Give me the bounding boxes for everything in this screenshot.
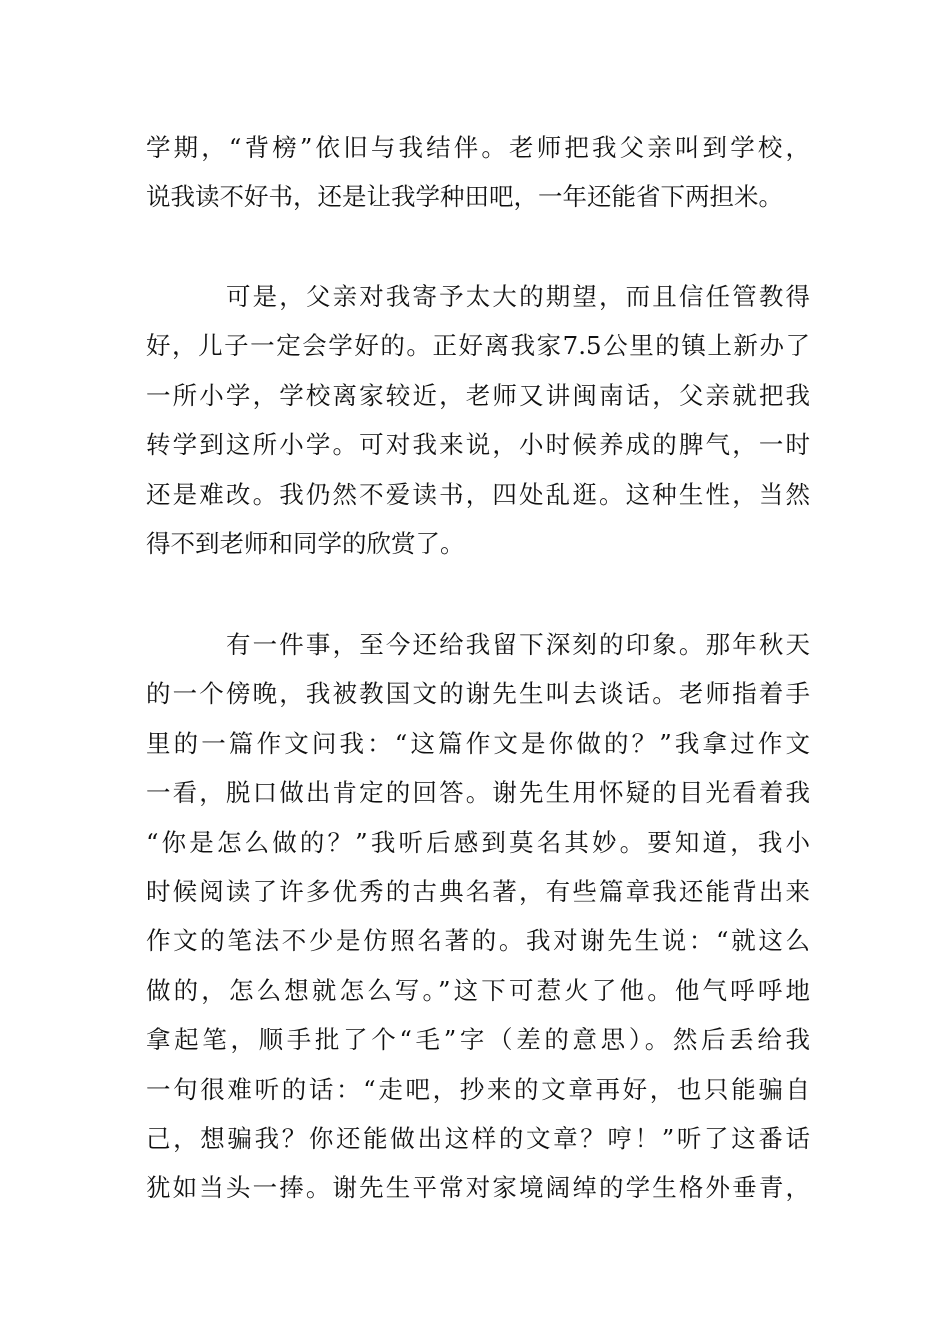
text-line: 一所小学，学校离家较近，老师又讲闽南话，父亲就把我 [146,380,810,410]
text-line: 里的一篇作文问我：“这篇作文是你做的？”我拿过作文 [146,728,810,758]
text-line: 有一件事，至今还给我留下深刻的印象。那年秋天 [226,630,810,659]
text-line: 学期，“背榜”依旧与我结伴。老师把我父亲叫到学校， [146,133,810,162]
text-line: 得不到老师和同学的欣赏了。 [146,528,465,558]
text-line: 时候阅读了许多优秀的古典名著，有些篇章我还能背出来 [146,876,810,906]
paragraph-2 [146,272,810,568]
text-line: 做的，怎么想就怎么写。”这下可惹火了他。他气呼呼地 [146,975,810,1005]
text-line: 一看，脱口做出肯定的回答。谢先生用怀疑的目光看着我 [146,778,810,808]
text-line: 作文的笔法不少是仿照名著的。我对谢先生说：“就这么 [146,926,810,956]
text-line: “你是怎么做的？”我听后感到莫名其妙。要知道，我小 [146,827,810,857]
text-line: 一句很难听的话：“走吧，抄来的文章再好，也只能骗自 [146,1074,810,1104]
paragraph-1 [146,123,810,222]
text-line: 己，想骗我？你还能做出这样的文章？哼！”听了这番话 [146,1123,810,1153]
text-line: 犹如当头一捧。谢先生平常对家境阔绰的学生格外垂青， [146,1173,810,1203]
text-line: 还是难改。我仍然不爱读书，四处乱逛。这种生性，当然 [146,479,810,509]
text-line: 说我读不好书，还是让我学种田吧，一年还能省下两担米。 [146,182,783,212]
text-line: 拿起笔，顺手批了个“毛”字（差的意思）。然后丢给我 [146,1025,810,1055]
text-line: 的一个傍晚，我被教国文的谢先生叫去谈话。老师指着手 [146,679,810,709]
text-line: 好，儿子一定会学好的。正好离我家7.5公里的镇上新办了 [146,331,810,361]
text-line: 可是，父亲对我寄予太大的期望，而且信任管教得 [226,282,810,311]
text-line: 转学到这所小学。可对我来说，小时候养成的脾气，一时 [146,430,810,460]
paragraph-3 [146,620,810,1213]
